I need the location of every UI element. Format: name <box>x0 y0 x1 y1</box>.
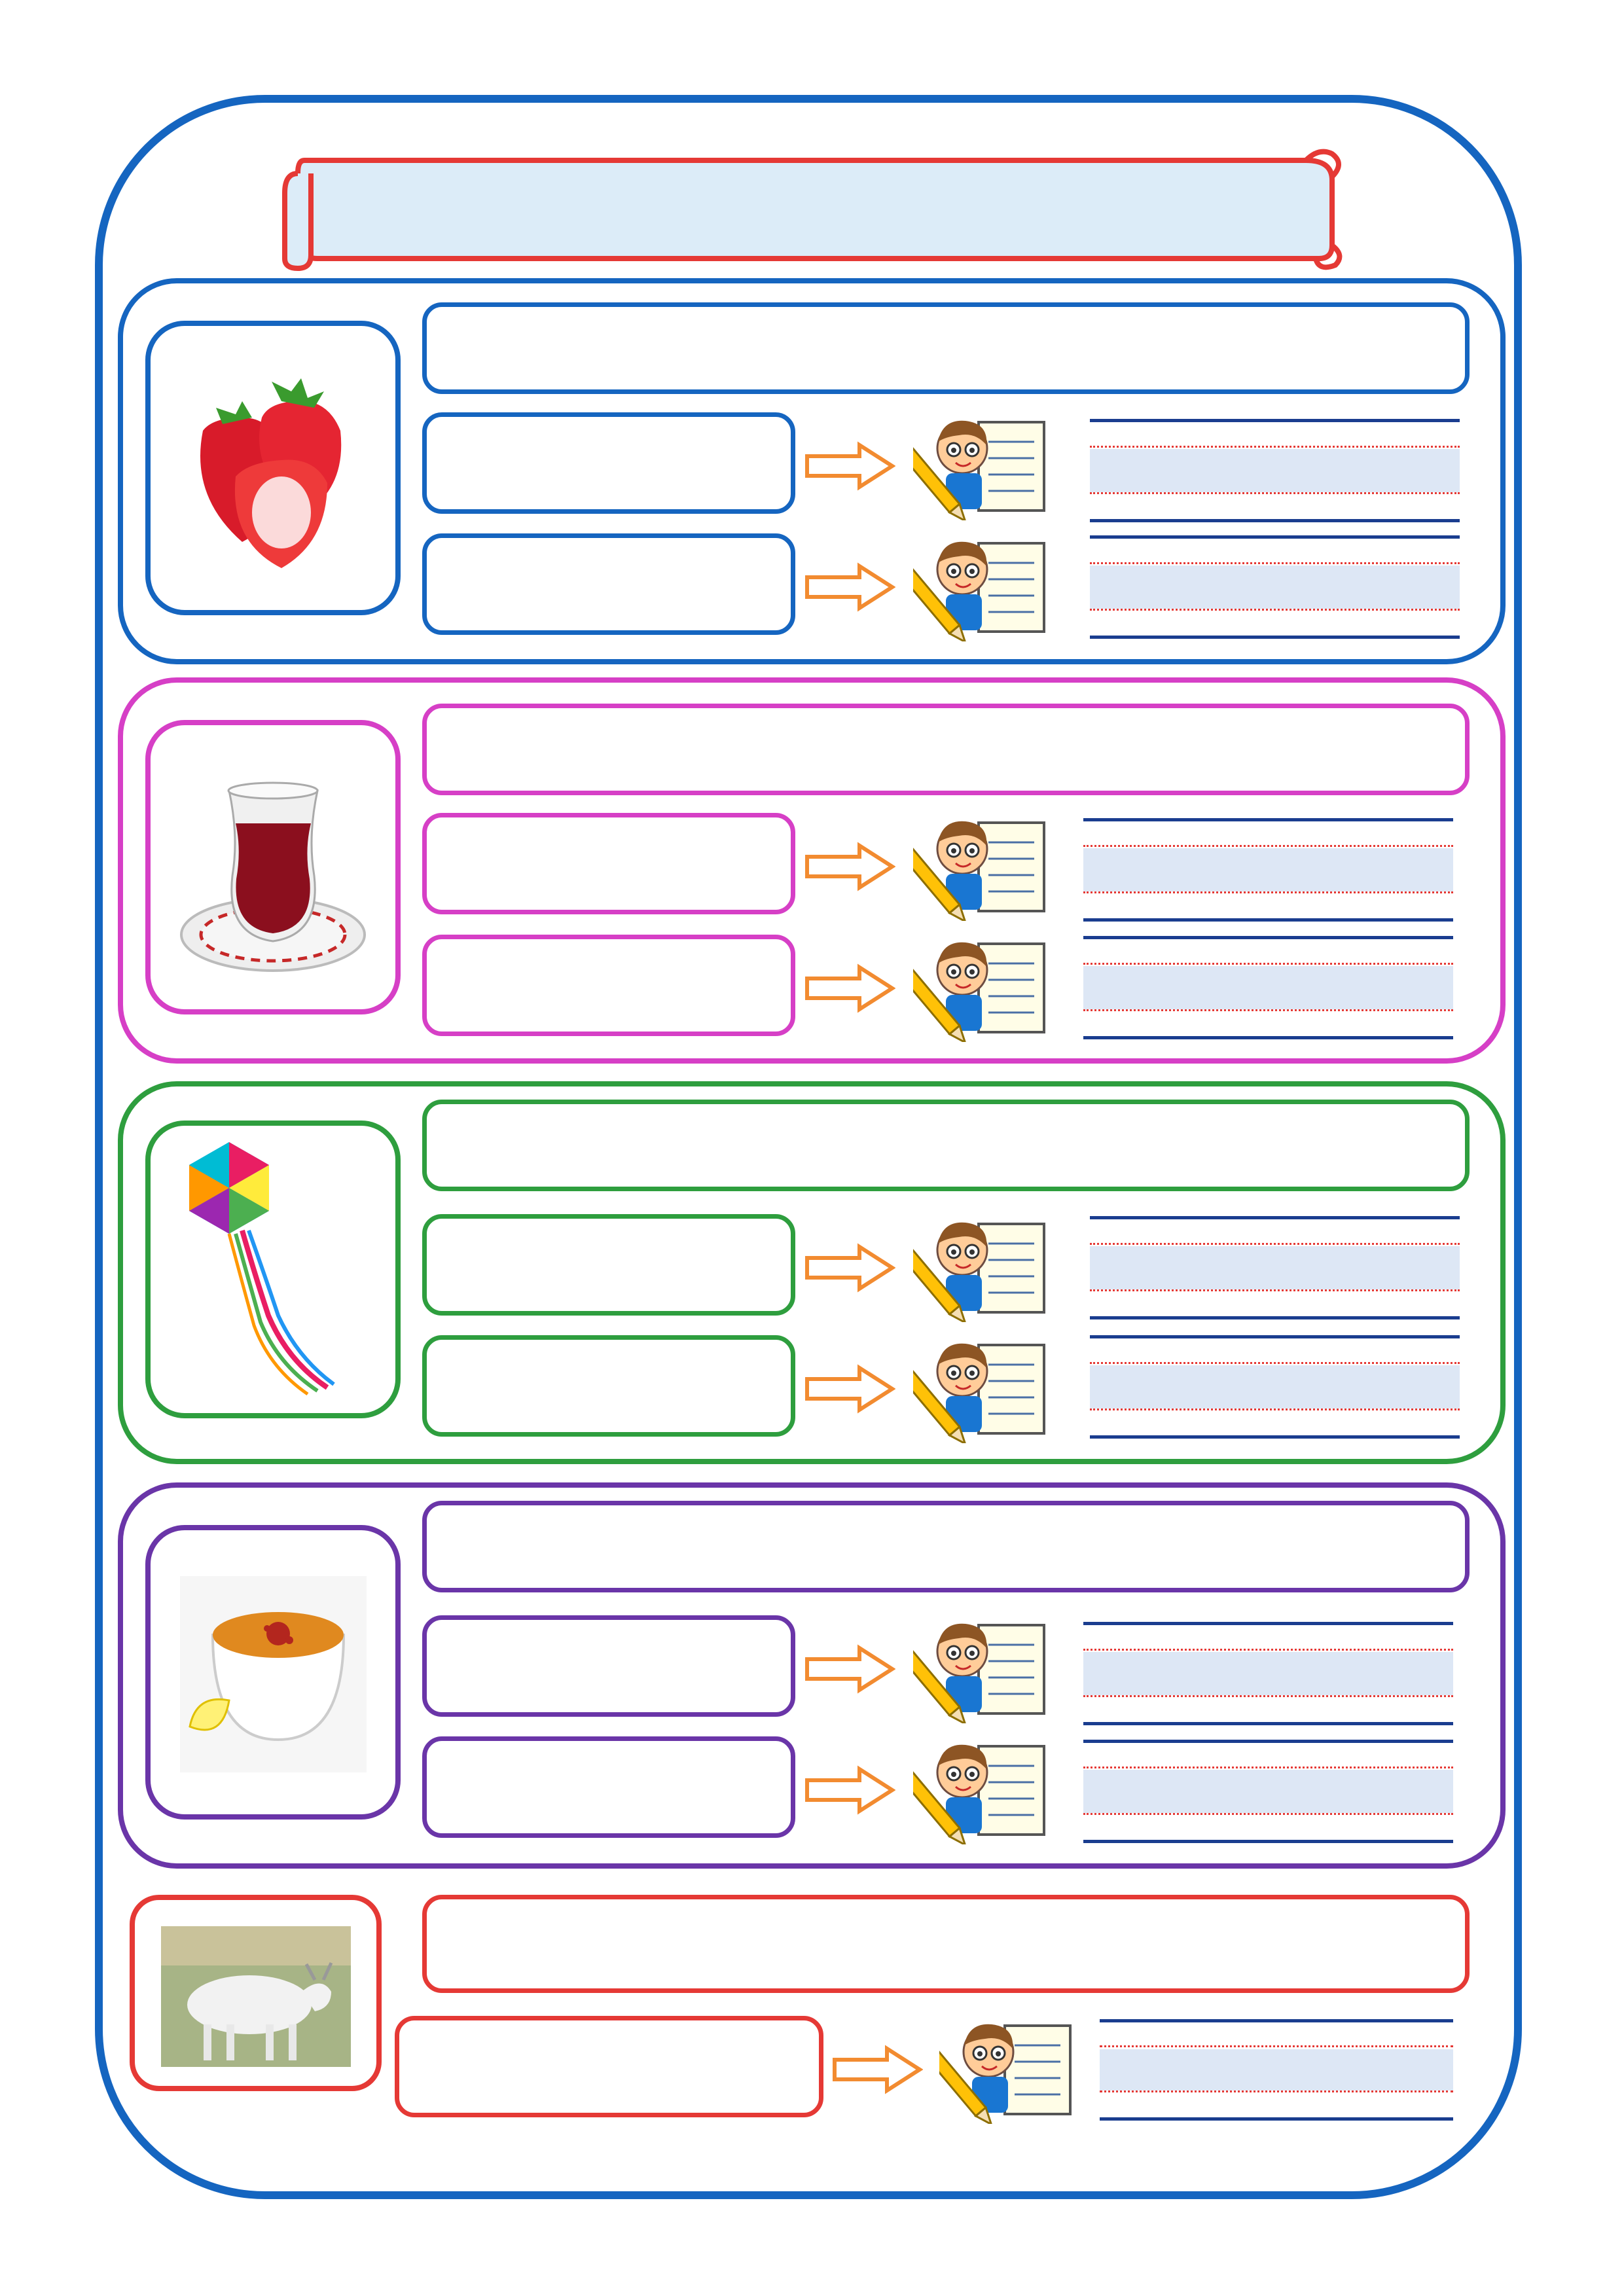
answer-line-3b[interactable] <box>1090 1335 1460 1439</box>
answer-line-1a[interactable] <box>1090 419 1460 522</box>
arrow-right-icon <box>831 2043 923 2096</box>
writing-kid-icon <box>913 530 1051 641</box>
sentence-box-5 <box>422 1895 1470 1993</box>
star-border-right <box>1559 0 1624 2296</box>
answer-line-1b[interactable] <box>1090 535 1460 639</box>
writing-kid-icon <box>939 2013 1077 2124</box>
picture-box-1 <box>145 321 401 615</box>
question-box-2b <box>422 935 795 1036</box>
arrow-right-icon <box>804 440 895 492</box>
answer-line-5a[interactable] <box>1100 2019 1453 2121</box>
arrow-right-icon <box>804 1363 895 1415</box>
question-box-5a <box>395 2016 823 2117</box>
picture-box-4 <box>145 1525 401 1820</box>
arrow-right-icon <box>804 561 895 613</box>
arrow-right-icon <box>804 1764 895 1816</box>
star-border-left <box>0 0 65 2296</box>
title-banner <box>272 147 1352 272</box>
sentence-box-3 <box>422 1100 1470 1191</box>
question-box-4a <box>422 1615 795 1717</box>
writing-kid-icon <box>913 931 1051 1042</box>
answer-line-2b[interactable] <box>1083 936 1453 1039</box>
kite-icon <box>151 1126 395 1413</box>
picture-box-3 <box>145 1121 401 1418</box>
arrow-right-icon <box>804 840 895 893</box>
answer-line-4b[interactable] <box>1083 1740 1453 1843</box>
answer-line-2a[interactable] <box>1083 818 1453 922</box>
sentence-box-1 <box>422 302 1470 394</box>
question-box-3a <box>422 1214 795 1316</box>
star-border-bottom <box>0 2231 1624 2296</box>
star-border-top <box>0 0 1624 65</box>
answer-line-3a[interactable] <box>1090 1216 1460 1319</box>
answer-line-4a[interactable] <box>1083 1622 1453 1725</box>
arrow-right-icon <box>804 1242 895 1294</box>
soup-bowl-icon <box>151 1530 395 1814</box>
writing-kid-icon <box>913 1211 1051 1322</box>
question-box-3b <box>422 1335 795 1437</box>
question-box-1a <box>422 412 795 514</box>
tea-glass-icon <box>151 725 395 1009</box>
picture-box-5 <box>130 1895 382 2091</box>
question-box-4b <box>422 1736 795 1838</box>
writing-kid-icon <box>913 1332 1051 1443</box>
writing-kid-icon <box>913 1733 1051 1844</box>
writing-kid-icon <box>913 1612 1051 1723</box>
writing-kid-icon <box>913 810 1051 921</box>
picture-box-2 <box>145 720 401 1014</box>
arrow-right-icon <box>804 1643 895 1695</box>
strawberry-icon <box>151 326 395 610</box>
sentence-box-4 <box>422 1501 1470 1592</box>
sentence-box-2 <box>422 704 1470 795</box>
arrow-right-icon <box>804 962 895 1014</box>
question-box-1b <box>422 533 795 635</box>
question-box-2a <box>422 813 795 914</box>
writing-kid-icon <box>913 409 1051 520</box>
goat-icon <box>135 1900 376 2086</box>
page-title <box>311 170 1299 242</box>
